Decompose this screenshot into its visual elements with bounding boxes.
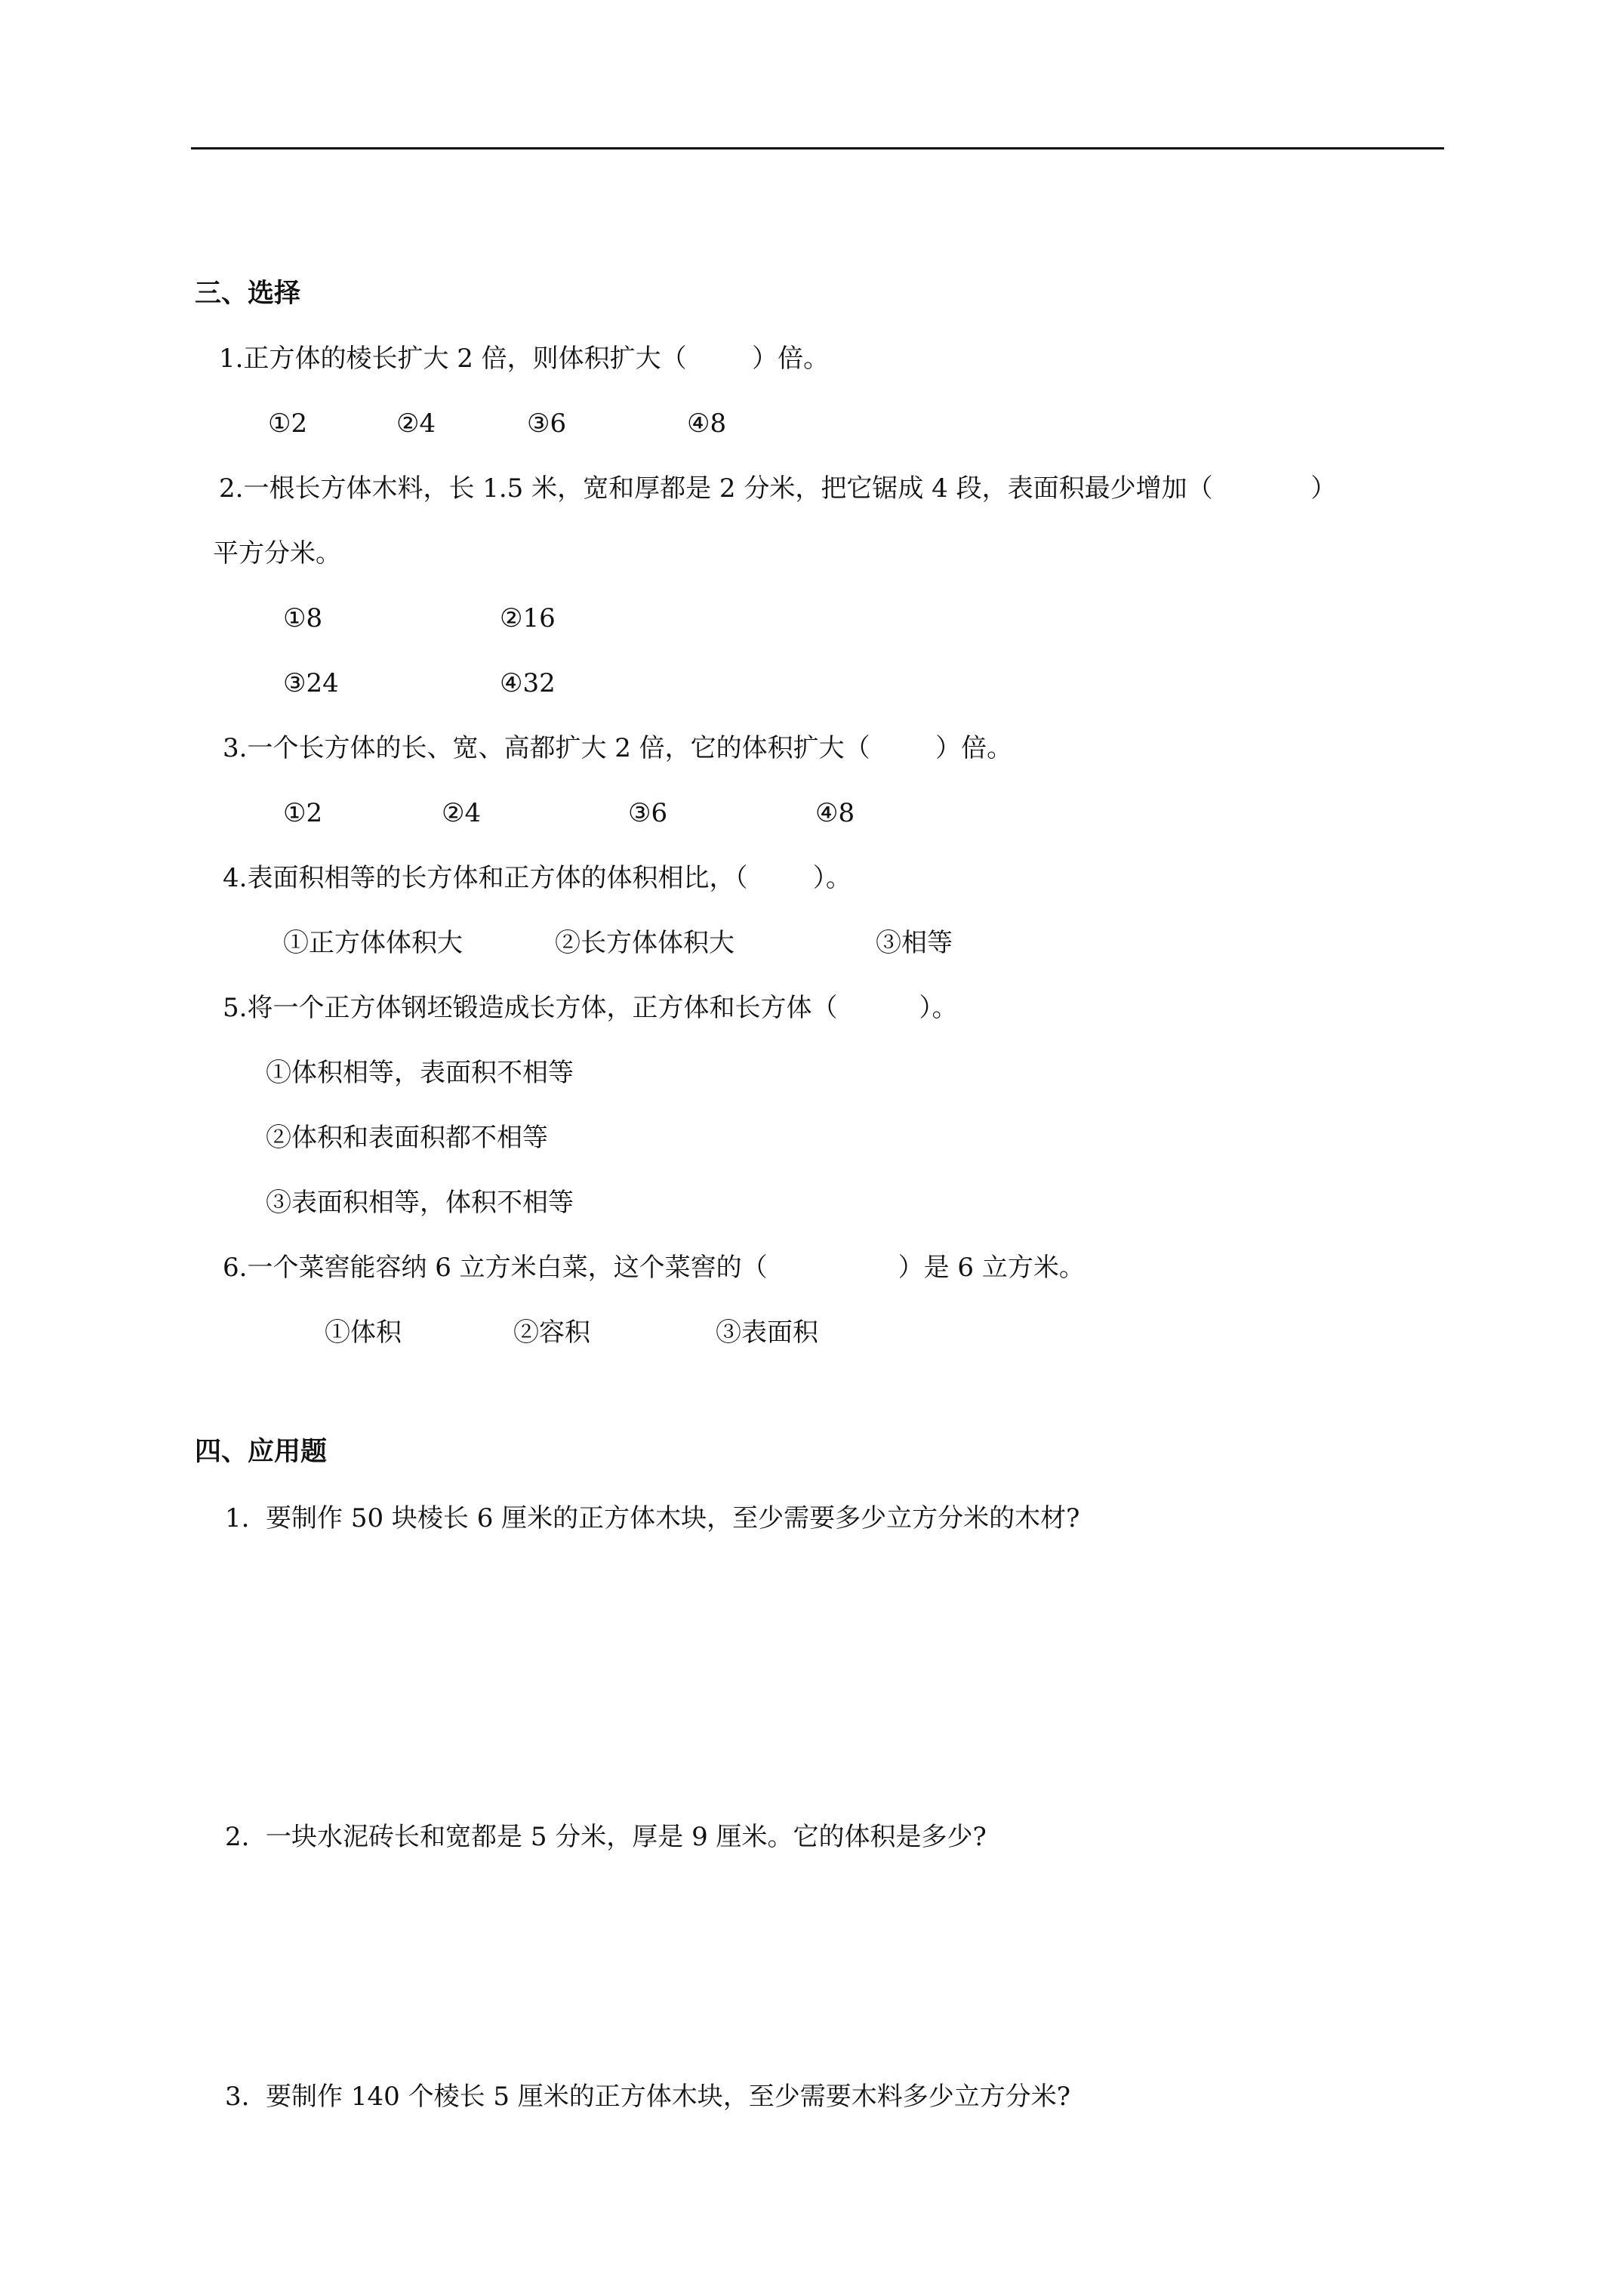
- q1-option-4: ④8: [687, 408, 727, 439]
- q2-option-3: ③24: [283, 668, 339, 698]
- q2-option-2: ②16: [500, 603, 556, 633]
- q2-option-4: ④32: [500, 668, 556, 698]
- q3-option-3: ③6: [628, 798, 668, 828]
- q4-option-3: ③相等: [876, 928, 953, 958]
- problem-2-text: 2. 一块水泥砖长和宽都是 5 分米，厚是 9 厘米。它的体积是多少?: [225, 1822, 987, 1852]
- q6-option-2: ②容积: [513, 1318, 590, 1348]
- q2-option-1: ①8: [283, 603, 323, 633]
- q5-option-1: ①体积相等，表面积不相等: [266, 1058, 574, 1088]
- question-5-text: 5.将一个正方体钢坯锻造成长方体，正方体和长方体（ ）。: [223, 993, 958, 1023]
- q4-option-1: ①正方体体积大: [283, 928, 463, 958]
- question-4-text: 4.表面积相等的长方体和正方体的体积相比，（ ）。: [223, 863, 852, 893]
- question-2-text-cont: 平方分米。: [213, 538, 341, 569]
- q1-option-2: ②4: [396, 408, 436, 439]
- q1-option-1: ①2: [268, 408, 308, 439]
- q6-option-3: ③表面积: [716, 1318, 818, 1348]
- section-4-heading: 四、应用题: [195, 1436, 328, 1467]
- q3-option-2: ②4: [442, 798, 482, 828]
- header-rule: [191, 147, 1444, 149]
- question-1-text: 1.正方体的棱长扩大 2 倍，则体积扩大（ ）倍。: [219, 344, 830, 374]
- q1-option-3: ③6: [527, 408, 567, 439]
- q3-option-1: ①2: [283, 798, 323, 828]
- q6-option-1: ①体积: [325, 1318, 402, 1348]
- q3-option-4: ④8: [815, 798, 855, 828]
- problem-3-text: 3. 要制作 140 个棱长 5 厘米的正方体木块，至少需要木料多少立方分米?: [225, 2082, 1071, 2112]
- section-3-heading: 三、选择: [195, 278, 301, 309]
- q5-option-2: ②体积和表面积都不相等: [266, 1123, 548, 1153]
- q4-option-2: ②长方体体积大: [555, 928, 735, 958]
- problem-1-text: 1. 要制作 50 块棱长 6 厘米的正方体木块，至少需要多少立方分米的木材?: [225, 1503, 1080, 1533]
- question-6-text: 6.一个菜窖能容纳 6 立方米白菜，这个菜窖的（ ）是 6 立方米。: [223, 1253, 1085, 1283]
- question-3-text: 3.一个长方体的长、宽、高都扩大 2 倍，它的体积扩大（ ）倍。: [223, 733, 1013, 763]
- q5-option-3: ③表面积相等，体积不相等: [266, 1188, 574, 1218]
- question-2-text: 2.一根长方体木料，长 1.5 米，宽和厚都是 2 分米，把它锯成 4 段，表面积最少增加（ ）: [219, 473, 1337, 504]
